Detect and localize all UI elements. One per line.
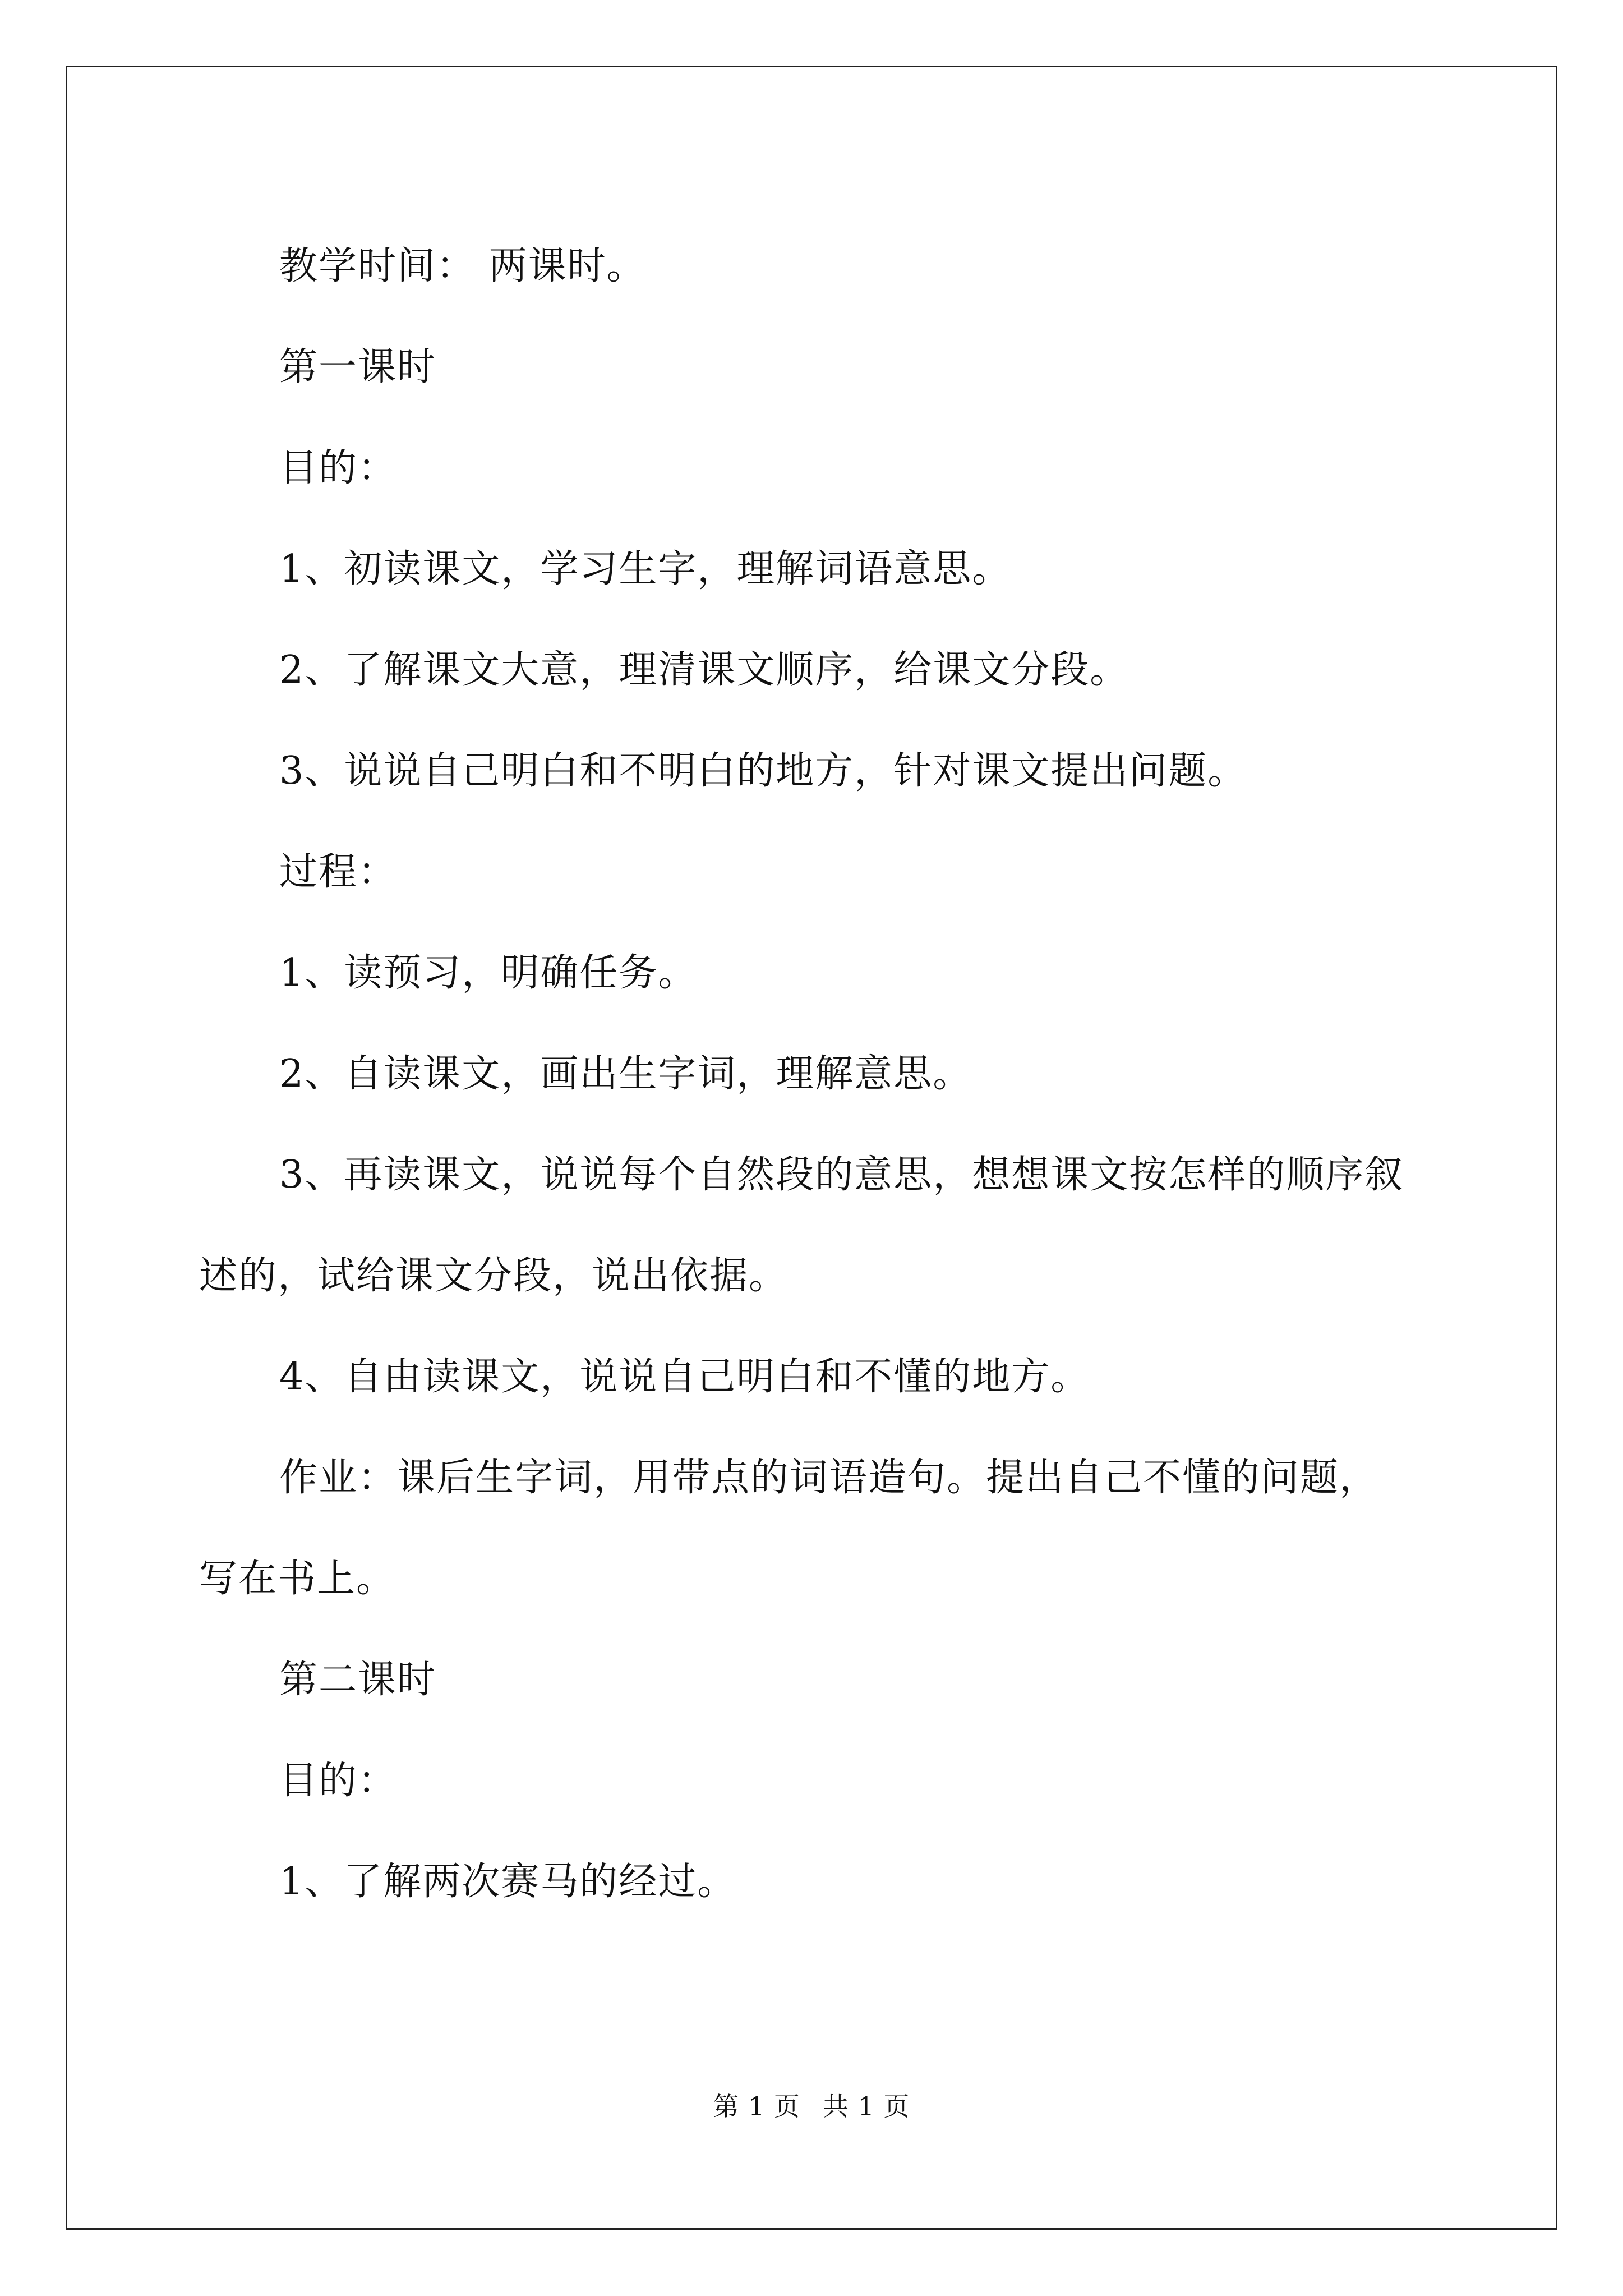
paragraph-teaching-time: 教学时间： 两课时。 [279,244,646,288]
page-number: 第 1 页 [713,2091,800,2122]
objective-item: 1、了解两次赛马的经过。 [279,1860,737,1904]
heading-lesson-two: 第二课时 [279,1658,437,1702]
objective-item: 3、说说自己明白和不明白的地方，针对课文提出问题。 [279,749,1247,793]
objective-item: 2、了解课文大意，理清课文顺序，给课文分段。 [279,648,1129,692]
page-footer [0,2090,1623,2123]
objective-item: 1、初读课文，学习生字，理解词语意思。 [279,547,1012,591]
homework-paragraph-continued: 写在书上。 [199,1557,396,1601]
label-process: 过程： [279,850,398,894]
process-item: 1、读预习，明确任务。 [279,951,698,995]
heading-lesson-one: 第一课时 [279,345,437,389]
label-objectives: 目的： [279,1759,398,1803]
label-objectives: 目的： [279,446,398,490]
process-item: 2、自读课文，画出生字词，理解意思。 [279,1052,972,1096]
document-body [199,216,1433,1932]
page-total: 共 1 页 [823,2091,910,2122]
process-item: 4、自由读课文，说说自己明白和不懂的地方。 [279,1355,1090,1399]
process-item: 3、再读课文，说说每个自然段的意思，想想课文按怎样的顺序叙 [279,1153,1404,1197]
homework-paragraph: 作业：课后生字词，用带点的词语造句。提出自己不懂的问题， [279,1456,1379,1500]
process-item-continued: 述的，试给课文分段，说出依据。 [199,1254,789,1298]
